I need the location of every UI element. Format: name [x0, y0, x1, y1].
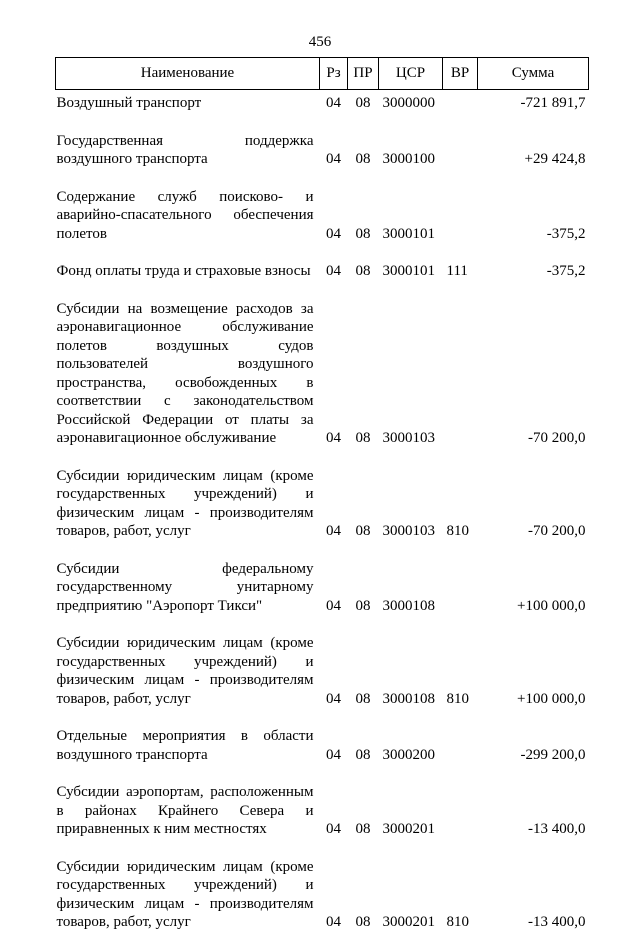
header-row — [56, 58, 589, 90]
header-pr: ПР — [348, 58, 379, 90]
table-row — [56, 541, 589, 616]
row-vr — [443, 764, 478, 839]
row-pr: 08 — [355, 95, 371, 111]
row-csr: 3000201 — [382, 821, 435, 837]
row-sum: -70 200,0 — [528, 430, 586, 446]
row-name: Фонд оплаты труда и страховые взносы — [56, 263, 311, 279]
row-csr: 3000108 — [382, 690, 435, 707]
budget-table — [55, 57, 589, 932]
row-name: Субсидии аэропортам, расположенным в районах Крайнего Севера и приравненных к ним местностях — [56, 784, 314, 837]
row-name: Субсидии на возмещение расходов за аэронавигационное обслуживание полетов воздушных судов пользователей воздушного пространства, освобожденных в соответствии с законодательством Российской Федерации от платы за аэронавигационное обслуживание — [56, 300, 314, 446]
row-csr: 3000103 — [382, 523, 435, 539]
row-vr — [443, 113, 478, 169]
row-vr: 810 — [446, 690, 469, 707]
row-rz: 04 — [326, 821, 341, 837]
table-row — [56, 169, 589, 244]
row-sum: -70 200,0 — [528, 523, 586, 539]
table-row — [56, 708, 589, 764]
table-row — [56, 764, 589, 839]
table-row — [56, 90, 589, 113]
row-vr — [443, 541, 478, 616]
row-name: Субсидии федеральному государственному унитарному предприятию "Аэропорт Тикси" — [56, 560, 314, 614]
row-rz: 04 — [326, 151, 341, 167]
row-pr: 08 — [355, 746, 371, 763]
row-csr: 3000108 — [382, 597, 435, 614]
row-pr: 08 — [355, 821, 371, 837]
table-row — [56, 448, 589, 541]
header-vr: ВР — [443, 58, 478, 90]
row-rz: 04 — [326, 430, 341, 446]
row-rz: 04 — [326, 225, 341, 242]
row-pr: 08 — [355, 690, 371, 707]
row-name: Субсидии юридическим лицам (кроме государственных учреждений) и физическим лицам - производителям товаров, работ, услуг — [56, 858, 314, 930]
table-row — [56, 113, 589, 169]
row-name: Воздушный транспорт — [56, 95, 202, 111]
row-rz: 04 — [326, 523, 341, 539]
row-csr: 3000000 — [382, 95, 435, 111]
row-sum: +100 000,0 — [517, 690, 586, 707]
row-csr: 3000201 — [382, 914, 435, 930]
row-rz: 04 — [326, 914, 341, 930]
row-vr — [443, 281, 478, 448]
row-sum: -375,2 — [546, 225, 586, 242]
row-name: Субсидии юридическим лицам (кроме государственных учреждений) и физическим лицам - производителям товаров, работ, услуг — [56, 467, 314, 539]
row-pr: 08 — [355, 225, 371, 242]
row-csr: 3000103 — [382, 430, 435, 446]
row-vr — [443, 90, 478, 113]
row-rz: 04 — [326, 690, 341, 707]
row-rz: 04 — [326, 95, 341, 111]
table-row — [56, 243, 589, 281]
row-name: Субсидии юридическим лицам (кроме государственных учреждений) и физическим лицам - производителям товаров, работ, услуг — [56, 635, 314, 707]
row-rz: 04 — [326, 597, 341, 614]
row-name: Содержание служб поисково- и аварийно-спасательного обеспечения полетов — [56, 188, 314, 242]
row-name: Отдельные мероприятия в области воздушного транспорта — [56, 728, 314, 763]
row-vr: 810 — [446, 523, 469, 539]
row-sum: +29 424,8 — [524, 151, 586, 167]
row-sum: -721 891,7 — [520, 95, 586, 111]
header-sum: Сумма — [478, 58, 589, 90]
table-row — [56, 615, 589, 708]
row-name: Государственная поддержка воздушного транспорта — [56, 132, 314, 167]
row-pr: 08 — [355, 430, 371, 446]
row-sum: -13 400,0 — [528, 821, 586, 837]
row-pr: 08 — [355, 151, 371, 167]
row-pr: 08 — [355, 914, 371, 930]
row-sum: +100 000,0 — [517, 597, 586, 614]
table-row — [56, 839, 589, 932]
header-name: Наименование — [56, 58, 320, 90]
row-vr: 111 — [446, 263, 468, 279]
table-body — [56, 90, 589, 932]
row-sum: -375,2 — [546, 263, 586, 279]
row-pr: 08 — [355, 263, 371, 279]
table-header — [56, 58, 589, 90]
row-csr: 3000200 — [382, 746, 435, 763]
header-csr: ЦСР — [379, 58, 443, 90]
row-rz: 04 — [326, 263, 341, 279]
row-pr: 08 — [355, 523, 371, 539]
row-vr — [443, 169, 478, 244]
row-csr: 3000100 — [382, 151, 435, 167]
row-pr: 08 — [355, 597, 371, 614]
row-csr: 3000101 — [382, 263, 435, 279]
row-vr — [443, 708, 478, 764]
row-rz: 04 — [326, 746, 341, 763]
row-sum: -13 400,0 — [528, 914, 586, 930]
row-vr: 810 — [446, 914, 469, 930]
row-sum: -299 200,0 — [520, 746, 586, 763]
page-number: 456 — [308, 34, 332, 50]
row-csr: 3000101 — [382, 225, 435, 242]
table-row — [56, 281, 589, 448]
header-rz: Рз — [320, 58, 348, 90]
